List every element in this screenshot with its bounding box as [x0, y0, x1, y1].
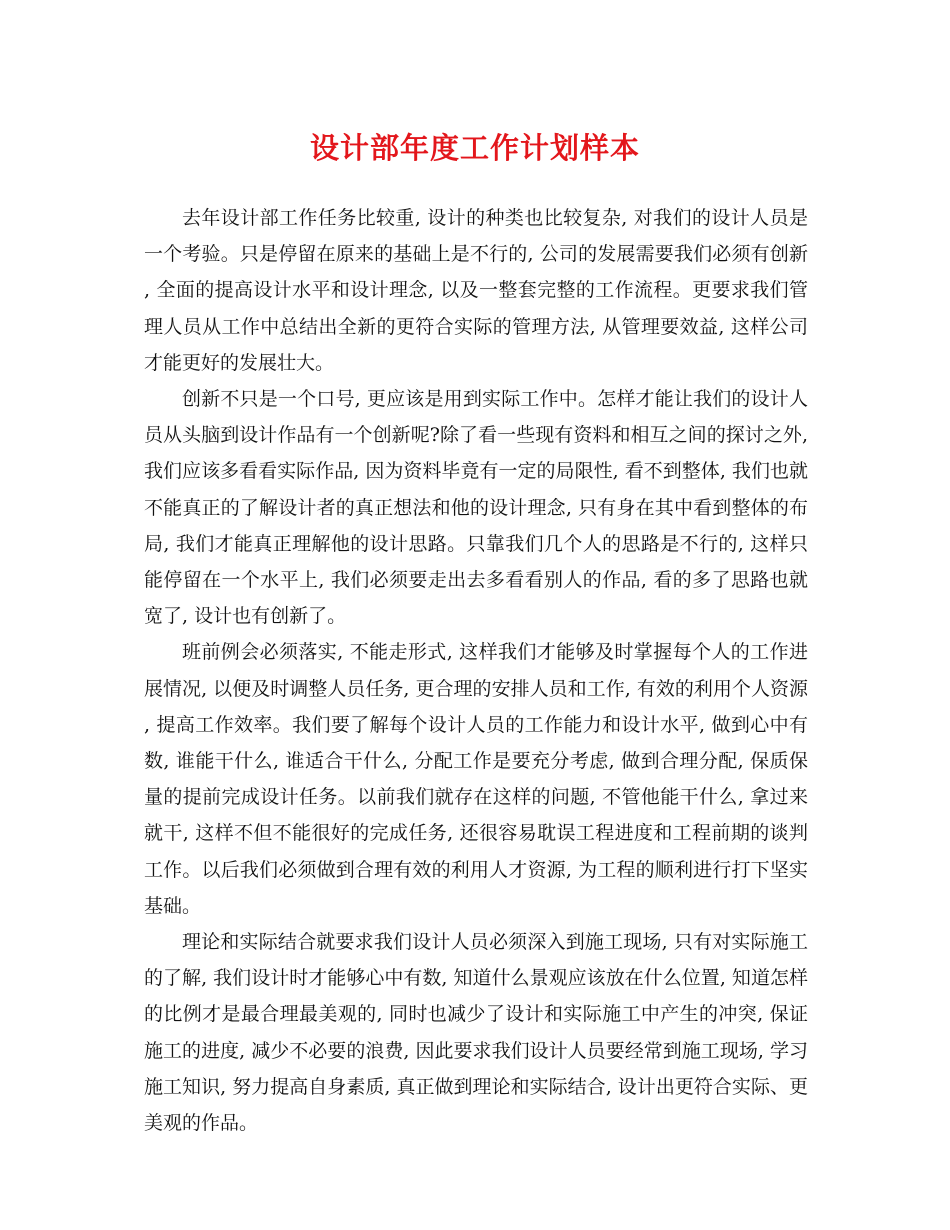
document-title: 设计部年度工作计划样本	[309, 131, 640, 165]
paragraph-1: 去年设计部工作任务比较重, 设计的种类也比较复杂, 对我们的设计人员是一个考验。只是停留在原来的基础上是不行的, 公司的发展需要我们必须有创新, 全面的提高设计水平和设计理念, 以及一整套完整的工作流程。更要求我们管理人员从工作中总结出全新的更符合实际的管理方法, 从管理要效益, 这样公司才能更好的发展壮大。	[144, 207, 808, 374]
paragraph-4: 理论和实际结合就要求我们设计人员必须深入到施工现场, 只有对实际施工的了解, 我们设计时才能够心中有数, 知道什么景观应该放在什么位置, 知道怎样的比例才是最合理最美观的, 同时也减少了设计和实际施工中产生的冲突, 保证施工的进度, 减少不必要的浪费, 因此要求我们设计人员要经常到施工现场, 学习施工知识, 努力提高自身素质, 真正做到理论和实际结合, 设计出更符合实际、更美观的作品。	[144, 931, 808, 1135]
document-body	[144, 200, 808, 1141]
paragraph-3: 班前例会必须落实, 不能走形式, 这样我们才能够及时掌握每个人的工作进展情况, 以便及时调整人员任务, 更合理的安排人员和工作, 有效的利用个人资源, 提高工作效率。我们要了解每个设计人员的工作能力和设计水平, 做到心中有数, 谁能干什么, 谁适合干什么, 分配工作是要充分考虑, 做到合理分配, 保质保量的提前完成设计任务。以前我们就存在这样的问题, 不管他能干什么, 拿过来就干, 这样不但不能很好的完成任务, 还很容易耽误工程进度和工程前期的谈判工作。以后我们必须做到合理有效的利用人才资源, 为工程的顺利进行打下坚实基础。	[144, 641, 808, 917]
paragraph-2: 创新不只是一个口号, 更应该是用到实际工作中。怎样才能让我们的设计人员从头脑到设计作品有一个创新呢?除了看一些现有资料和相互之间的探讨之外, 我们应该多看看实际作品, 因为资料毕竟有一定的局限性, 看不到整体, 我们也就不能真正的了解设计者的真正想法和他的设计理念, 只有身在其中看到整体的布局, 我们才能真正理解他的设计思路。只靠我们几个人的思路是不行的, 这样只能停留在一个水平上, 我们必须要走出去多看看别人的作品, 看的多了思路也就宽了, 设计也有创新了。	[144, 388, 808, 628]
